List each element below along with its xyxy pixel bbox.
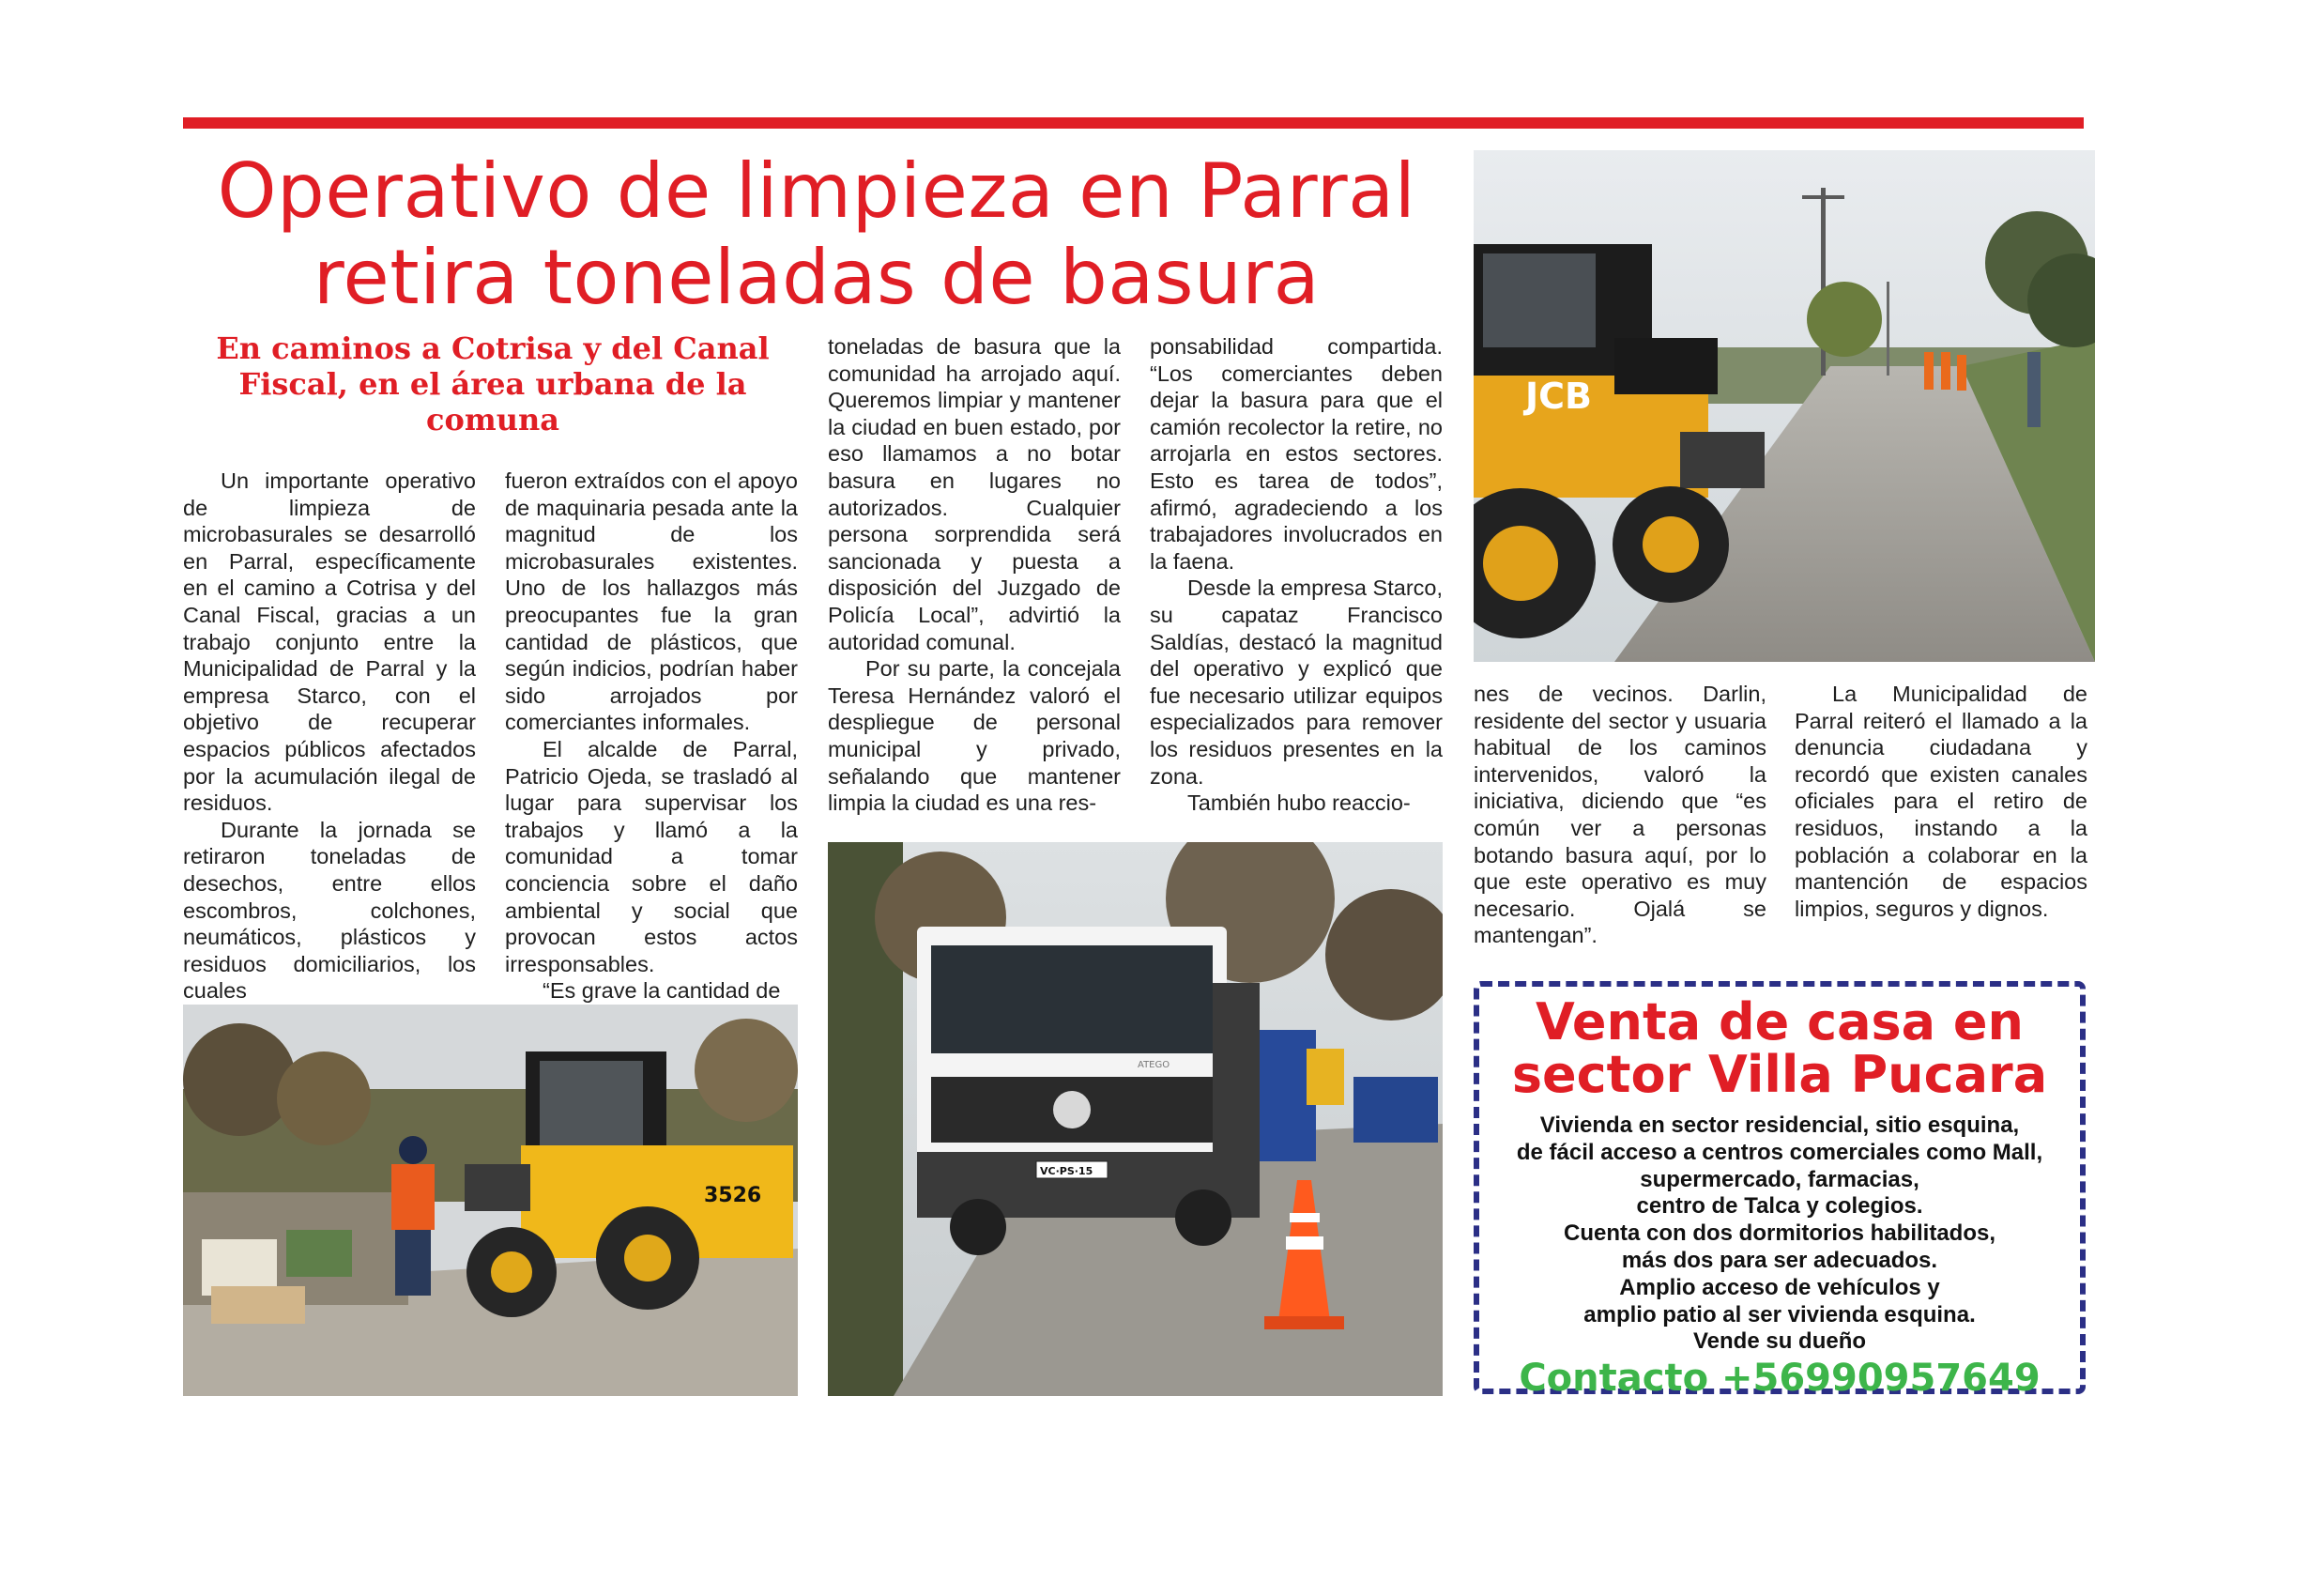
headline-line-1: Operativo de limpieza en Parral bbox=[217, 147, 1416, 235]
article-column-4 bbox=[1150, 333, 1443, 817]
house-sale-advertisement bbox=[1474, 981, 2086, 1401]
license-plate-text: VC·PS·15 bbox=[1040, 1165, 1093, 1177]
ad-title-line-2: sector Villa Pucara bbox=[1511, 1045, 2048, 1104]
ad-line: Vende su dueño bbox=[1692, 1328, 1867, 1355]
ad-line: centro de Talca y colegios. bbox=[1636, 1193, 1923, 1220]
paragraph: Por su parte, la concejala Teresa Hernández valoró el despliegue de personal municipal y privado, señalando que mantener limpia la ciudad es una res- bbox=[828, 656, 1121, 816]
header-rule bbox=[183, 117, 2084, 129]
photo-jcb-svg bbox=[1474, 150, 2095, 662]
headline-line-2: retira toneladas de basura bbox=[313, 234, 1321, 321]
ad-line: supermercado, farmacias, bbox=[1640, 1166, 1919, 1192]
truck-shape bbox=[917, 927, 1260, 1255]
ad-contact-phone: Contacto +56990957649 bbox=[1519, 1357, 2041, 1401]
truck-model-text: ATEGO bbox=[1138, 1060, 1170, 1070]
paragraph: También hubo reaccio- bbox=[1187, 790, 1411, 816]
ad-line: Cuenta con dos dormitorios habilitados, bbox=[1563, 1220, 1996, 1247]
paragraph: “Es grave la cantidad de bbox=[543, 978, 781, 1004]
paragraph: El alcalde de Parral, Patricio Ojeda, se trasladó al lugar para supervisar los trabajos y llamó a la comunidad a tomar conciencia sobre el daño ambiental y social que provocan estos actos irresponsables. bbox=[505, 736, 798, 976]
article-column-6 bbox=[1795, 681, 2087, 922]
paragraph: ponsabilidad compartida. “Los comerciantes deben dejar la basura para que el camión recolector la retire, no arrojarla en estos sectores. Esto es tarea de todos”, afirmó, agradeciendo a los trabajadores involucrados en la faena. bbox=[1150, 334, 1443, 574]
ad-title bbox=[1479, 992, 2080, 1104]
article-column-2 bbox=[505, 468, 798, 1005]
article-column-5 bbox=[1474, 681, 1766, 949]
paragraph: Durante la jornada se retiraron toneladas de desechos, entre ellos escombros, colchones, neumáticos, plásticos y residuos domiciliarios, los cuales bbox=[183, 817, 476, 1004]
photo-truck-svg bbox=[828, 842, 1443, 1396]
ad-line: de fácil acceso a centros comerciales como Mall, bbox=[1516, 1139, 2043, 1165]
photo-jcb-loader-road bbox=[1474, 150, 2095, 662]
photo-mercedes-truck bbox=[828, 842, 1443, 1396]
debris-pile bbox=[183, 1192, 408, 1324]
paragraph: nes de vecinos. Darlin, residente del sector y usuaria habitual de los caminos intervenidos, valoró la iniciativa, diciendo que “es común ver a personas botando basura aquí, por lo que este operativo es muy necesario. Ojalá se mantengan”. bbox=[1474, 682, 1766, 948]
jcb-logo-text: JCB bbox=[1525, 376, 1592, 417]
article-subhead: En caminos a Cotrisa y del Canal Fiscal, en el área urbana de la comuna bbox=[216, 330, 770, 437]
article-column-1 bbox=[183, 468, 476, 1005]
photo-loader-debris bbox=[183, 1005, 798, 1396]
photo-debris-svg bbox=[183, 1005, 798, 1396]
paragraph: fueron extraídos con el apoyo de maquinaria pesada ante la magnitud de los microbasurales existentes. Uno de los hallazgos más preocupantes fue la gran cantidad de plásticos, que según indicios, podrían haber sido arrojados por comerciantes informales. bbox=[505, 468, 798, 735]
ad-line: Amplio acceso de vehículos y bbox=[1619, 1274, 1940, 1300]
ad-description bbox=[1479, 1113, 2080, 1356]
article-column-3 bbox=[828, 333, 1121, 817]
paragraph: Desde la empresa Starco, su capataz Francisco Saldías, destacó la magnitud del operativo y explicó que fue necesario utilizar equipos especializados para remover los residuos presentes en la zona. bbox=[1150, 575, 1443, 789]
ad-line: más dos para ser adecuados. bbox=[1621, 1247, 1938, 1273]
loader-number-text: 3526 bbox=[704, 1184, 762, 1207]
ad-title-line-1: Venta de casa en bbox=[1536, 992, 2024, 1051]
paragraph: La Municipalidad de Parral reiteró el llamado a la denuncia ciudadana y recordó que existen canales oficiales para el retiro de residuos, instando a la población a colaborar en la mantención de espacios limpios, seguros y dignos. bbox=[1795, 682, 2087, 921]
paragraph: toneladas de basura que la comunidad ha arrojado aquí. Queremos limpiar y mantener la ciudad en buen estado, por eso llamamos a no botar basura en lugares no autorizados. Cualquier persona sorprendida será sancionada y puesta a disposición del Juzgado de Policía Local”, advirtió la autoridad comunal. bbox=[828, 334, 1121, 654]
ad-line: amplio patio al ser vivienda esquina. bbox=[1583, 1301, 1976, 1327]
ad-line: Vivienda en sector residencial, sitio esquina, bbox=[1539, 1113, 2020, 1138]
article-headline bbox=[183, 148, 1450, 321]
paragraph: Un importante operativo de limpieza de microbasurales se desarrolló en Parral, específicamente en el camino a Cotrisa y del Canal Fiscal, gracias a un trabajo conjunto entre la Municipalidad de Parral y la empresa Starco, con el objetivo de recuperar espacios públicos afectados por la acumulación ilegal de residuos. bbox=[183, 468, 476, 816]
